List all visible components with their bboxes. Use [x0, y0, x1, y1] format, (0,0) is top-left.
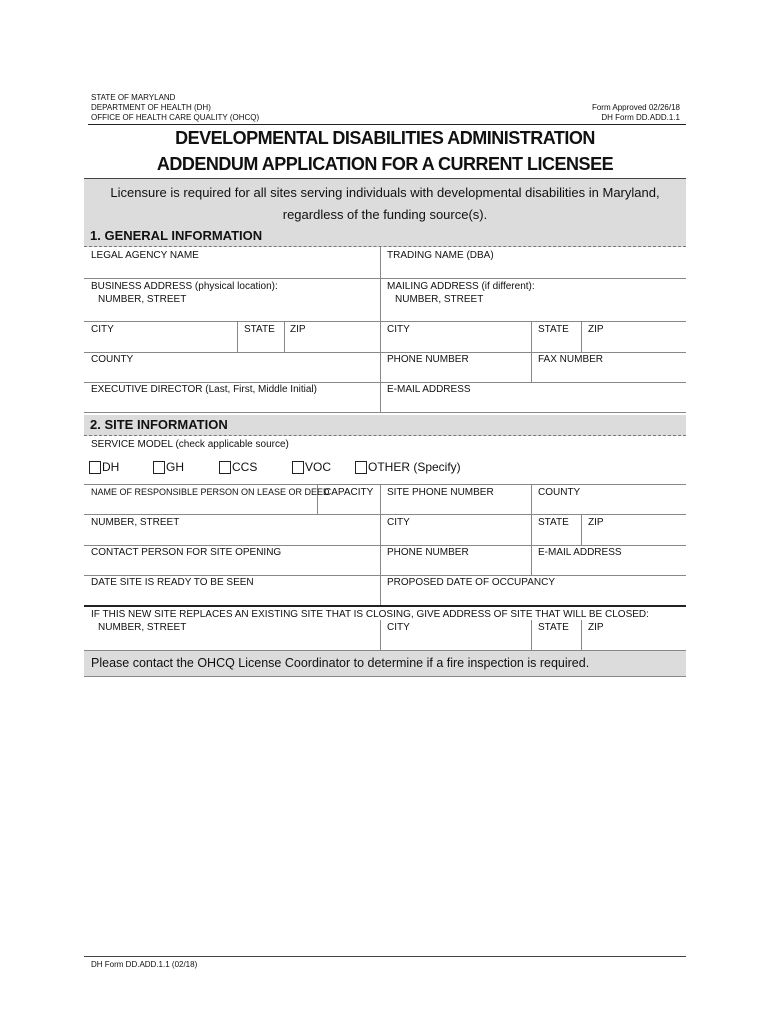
section-heading: 1. GENERAL INFORMATION — [90, 228, 263, 243]
column-divider — [380, 247, 381, 412]
checkbox[interactable] — [89, 461, 101, 474]
closing-city-field[interactable]: CITY — [387, 622, 410, 633]
licensure-notice — [84, 178, 686, 231]
form-id: DH Form DD.ADD.1.1 — [601, 113, 680, 122]
county-field[interactable]: COUNTY — [91, 354, 134, 365]
column-divider — [531, 321, 532, 382]
fire-inspection-notice — [84, 650, 686, 677]
mailing-address-field[interactable]: MAILING ADDRESS (if different): — [387, 281, 535, 292]
checkbox[interactable] — [355, 461, 367, 474]
executive-director-field[interactable]: EXECUTIVE DIRECTOR (Last, First, Middle Initial) — [91, 384, 317, 395]
option-gh[interactable]: GH — [153, 460, 184, 474]
option-dh[interactable]: DH — [89, 460, 119, 474]
column-divider — [531, 620, 532, 650]
site-city-field[interactable]: CITY — [387, 517, 410, 528]
responsible-person-field[interactable]: NAME OF RESPONSIBLE PERSON ON LEASE OR DEED — [91, 487, 330, 497]
column-divider — [581, 514, 582, 545]
column-divider — [284, 321, 285, 352]
zip-field[interactable]: ZIP — [290, 324, 306, 335]
column-divider — [237, 321, 238, 352]
phone-number-field[interactable]: PHONE NUMBER — [387, 354, 469, 365]
row-divider — [84, 605, 686, 607]
site-number-street-field[interactable]: NUMBER, STREET — [91, 517, 180, 528]
column-divider — [531, 484, 532, 575]
column-divider — [380, 620, 381, 650]
date-ready-field[interactable]: DATE SITE IS READY TO BE SEEN — [91, 577, 254, 588]
contact-person-field[interactable]: CONTACT PERSON FOR SITE OPENING — [91, 547, 282, 558]
row-divider — [84, 278, 686, 279]
email-address-field[interactable]: E-MAIL ADDRESS — [387, 384, 471, 395]
section-site-information — [84, 415, 686, 436]
section-general-information — [84, 226, 686, 247]
checkbox[interactable] — [292, 461, 304, 474]
agency-line: DEPARTMENT OF HEALTH (DH) — [91, 103, 211, 112]
checkbox[interactable] — [219, 461, 231, 474]
agency-header — [91, 93, 259, 123]
column-divider — [380, 484, 381, 605]
row-divider — [84, 412, 686, 413]
city-field[interactable]: CITY — [91, 324, 114, 335]
checkbox[interactable] — [153, 461, 165, 474]
site-zip-field[interactable]: ZIP — [588, 517, 604, 528]
page-subtitle: ADDENDUM APPLICATION FOR A CURRENT LICENSEE — [156, 154, 614, 174]
section-heading: 2. SITE INFORMATION — [90, 417, 228, 432]
business-number-street-label: NUMBER, STREET — [98, 294, 187, 305]
form-approved: Form Approved 02/26/18 — [591, 103, 680, 112]
notice-line: Licensure is required for all sites serving individuals with developmental disabilities in Maryland, — [110, 185, 660, 200]
column-divider — [581, 620, 582, 650]
mailing-state-field[interactable]: STATE — [538, 324, 569, 335]
header-rule — [88, 124, 686, 125]
form-info — [592, 103, 680, 123]
replacement-site-notice: IF THIS NEW SITE REPLACES AN EXISTING SITE THAT IS CLOSING, GIVE ADDRESS OF SITE THAT WILL BE CLOSED: — [91, 609, 649, 620]
mailing-city-field[interactable]: CITY — [387, 324, 410, 335]
row-divider — [84, 321, 686, 322]
option-other[interactable]: OTHER (Specify) — [355, 460, 461, 474]
contact-phone-field[interactable]: PHONE NUMBER — [387, 547, 469, 558]
fax-number-field[interactable]: FAX NUMBER — [538, 354, 604, 365]
row-divider — [84, 484, 686, 485]
agency-line: OFFICE OF HEALTH CARE QUALITY (OHCQ) — [91, 113, 260, 122]
site-state-field[interactable]: STATE — [538, 517, 569, 528]
fire-inspection-text: Please contact the OHCQ License Coordinator to determine if a fire inspection is required. — [91, 656, 590, 670]
option-voc[interactable]: VOC — [292, 460, 331, 474]
business-address-field[interactable]: BUSINESS ADDRESS (physical location): — [91, 281, 278, 292]
capacity-field[interactable]: CAPACITY — [324, 487, 374, 498]
legal-agency-name-field[interactable]: LEGAL AGENCY NAME — [91, 250, 199, 261]
closing-zip-field[interactable]: ZIP — [588, 622, 604, 633]
contact-email-field[interactable]: E-MAIL ADDRESS — [538, 547, 622, 558]
option-ccs[interactable]: CCS — [219, 460, 257, 474]
site-county-field[interactable]: COUNTY — [538, 487, 581, 498]
page-title: DEVELOPMENTAL DISABILITIES ADMINISTRATION — [175, 128, 595, 148]
proposed-date-field[interactable]: PROPOSED DATE OF OCCUPANCY — [387, 577, 555, 588]
agency-line: STATE OF MARYLAND — [91, 93, 176, 102]
footer-form-id: DH Form DD.ADD.1.1 (02/18) — [91, 960, 198, 969]
row-divider — [84, 514, 686, 515]
mailing-number-street-label: NUMBER, STREET — [395, 294, 484, 305]
closing-state-field[interactable]: STATE — [538, 622, 569, 633]
trading-name-field[interactable]: TRADING NAME (DBA) — [387, 250, 494, 261]
notice-line: regardless of the funding source(s). — [282, 207, 488, 222]
state-field[interactable]: STATE — [244, 324, 275, 335]
closing-number-street-field[interactable]: NUMBER, STREET — [98, 622, 187, 633]
service-model-label: SERVICE MODEL (check applicable source) — [91, 439, 289, 450]
footer-rule — [84, 956, 686, 957]
mailing-zip-field[interactable]: ZIP — [588, 324, 604, 335]
site-phone-field[interactable]: SITE PHONE NUMBER — [387, 487, 494, 498]
column-divider — [581, 321, 582, 352]
